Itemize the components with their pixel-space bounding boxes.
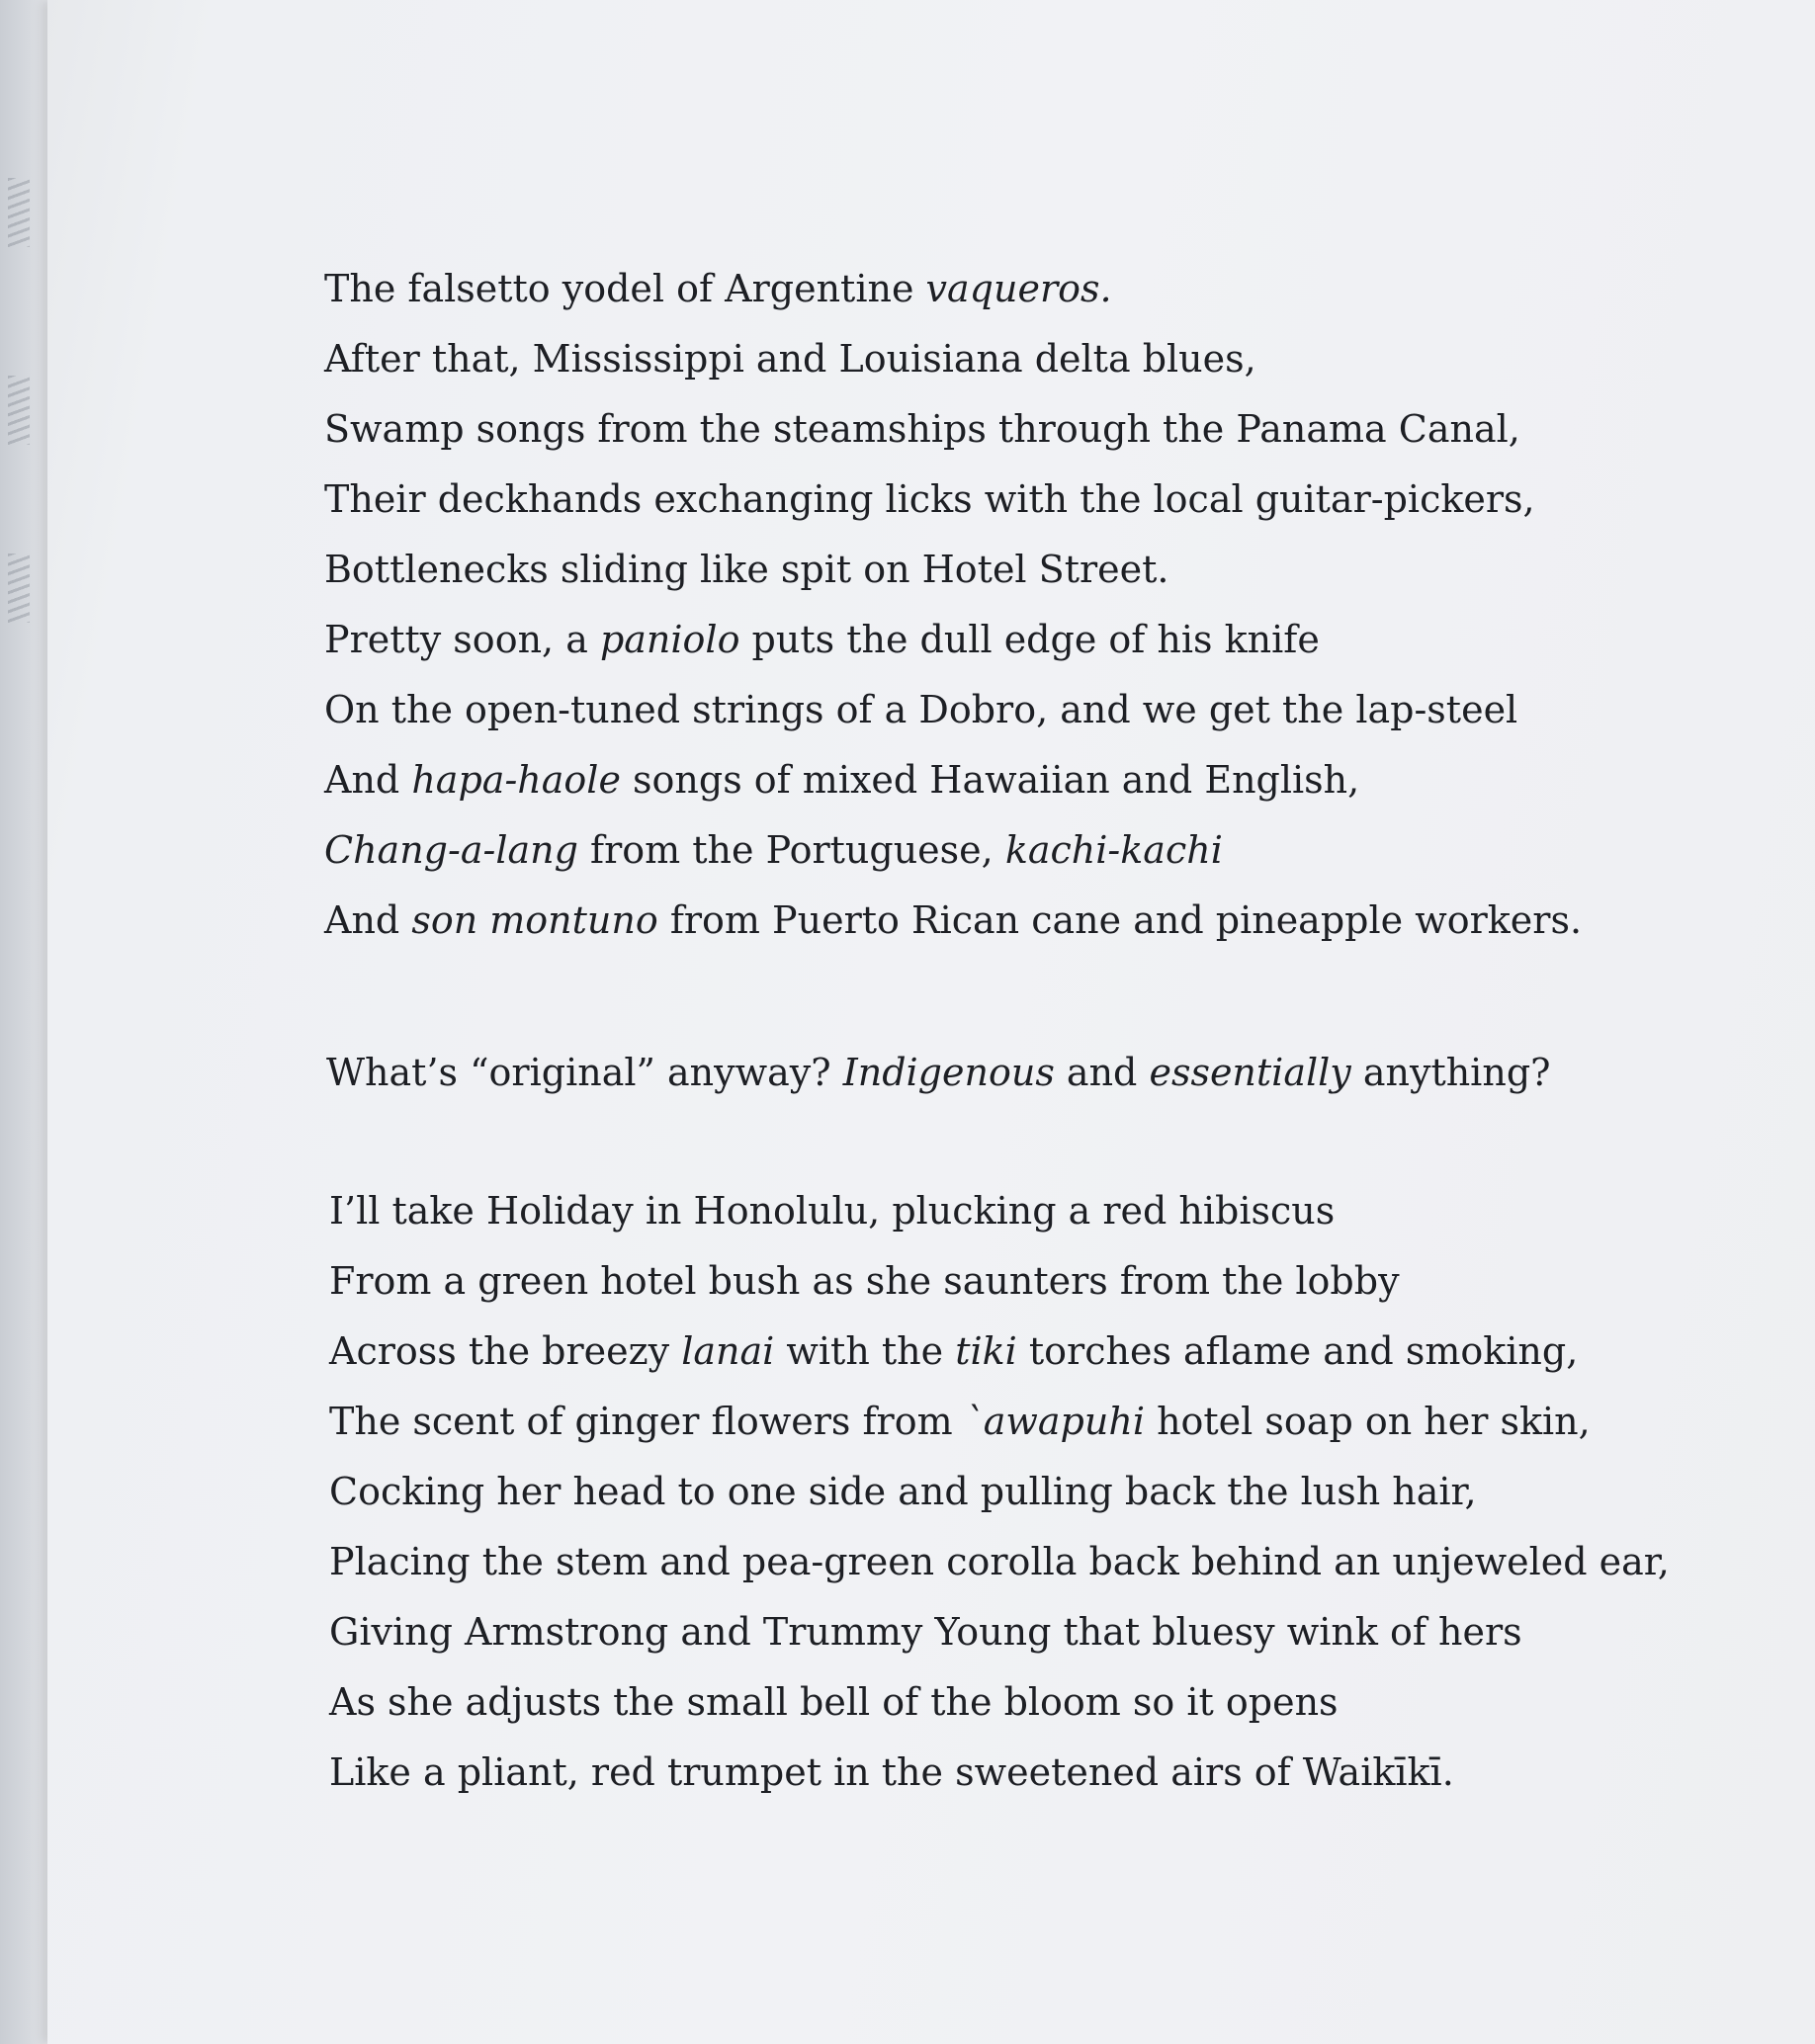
poem-line [324,267,1112,310]
line-text: Their deckhands exchanging licks with the local guitar-pickers, [324,477,1535,521]
line-text: What’s “original” anyway? [326,1051,843,1094]
poem-line [324,618,1320,661]
poem-line [329,1400,1591,1443]
poem-line [329,1470,1477,1513]
poem-line [329,1750,1454,1794]
line-text: On the open-tuned strings of a Dobro, and we get the lap-steel [324,688,1518,731]
line-text: Placing the stem and pea-green corolla back behind an unjeweled ear, [329,1540,1670,1583]
poem-line [324,758,1359,802]
line-text: After that, Mississippi and Louisiana delta blues, [324,337,1256,381]
line-text: Pretty soon, a [324,618,600,661]
line-text: hotel soap on her skin, [1144,1400,1591,1443]
poem-line [329,1329,1578,1373]
poem-line [324,337,1256,381]
line-text: anything? [1350,1051,1551,1094]
line-text: from the Portuguese, [577,828,1005,872]
line-text: and [1054,1051,1150,1094]
line-text: From a green hotel bush as she saunters from the lobby [329,1259,1400,1303]
line-text: The scent of ginger flowers from [329,1400,965,1443]
line-text: Cocking her head to one side and pulling back the lush hair, [329,1470,1477,1513]
italic-word: paniolo [599,618,740,661]
italic-word: kachi-kachi [1004,828,1223,872]
poem-line [324,688,1517,731]
line-text: with the [774,1329,956,1373]
italic-word: Indigenous [842,1051,1055,1094]
line-text: Giving Armstrong and Trummy Young that bluesy wink of hers [329,1610,1522,1654]
line-text: I’ll take Holiday in Honolulu, plucking a red hibiscus [329,1189,1336,1233]
italic-word: lanai [681,1329,775,1373]
line-text: from Puerto Rican cane and pineapple workers. [657,898,1583,942]
italic-word: essentially [1149,1051,1351,1094]
italic-word: Chang-a-lang [324,828,578,872]
italic-word: hapa-haole [411,758,621,802]
italic-word: tiki [955,1329,1017,1373]
poem-line [324,477,1535,521]
line-text: And [324,758,412,802]
facing-page-bleed [8,376,30,445]
facing-page-bleed [8,178,30,247]
italic-word: `awapuhi [964,1400,1145,1443]
line-text: Across the breezy [329,1329,682,1373]
poem-line [324,407,1520,451]
facing-page-bleed [8,554,30,623]
line-text: And [324,898,412,942]
poem-line [324,828,1223,872]
line-text: puts the dull edge of his knife [739,618,1320,661]
italic-word: son montuno [411,898,658,942]
poem-line [329,1540,1670,1583]
book-gutter [0,0,47,2044]
line-text: Bottlenecks sliding like spit on Hotel Street. [324,548,1169,591]
italic-word: vaqueros. [925,267,1112,310]
line-text: songs of mixed Hawaiian and English, [620,758,1360,802]
poem-line [326,1051,1551,1094]
line-text: torches aflame and smoking, [1016,1329,1579,1373]
poem-line [329,1680,1339,1724]
line-text: Like a pliant, red trumpet in the sweetened airs of Waikīkī. [329,1750,1454,1794]
poem-line [324,548,1168,591]
line-text: As she adjusts the small bell of the bloom so it opens [329,1680,1339,1724]
poem-line [329,1259,1400,1303]
poem-line [329,1189,1335,1233]
line-text: The falsetto yodel of Argentine [324,267,926,310]
poem-line [329,1610,1522,1654]
line-text: Swamp songs from the steamships through the Panama Canal, [324,407,1520,451]
poem-line [324,898,1582,942]
